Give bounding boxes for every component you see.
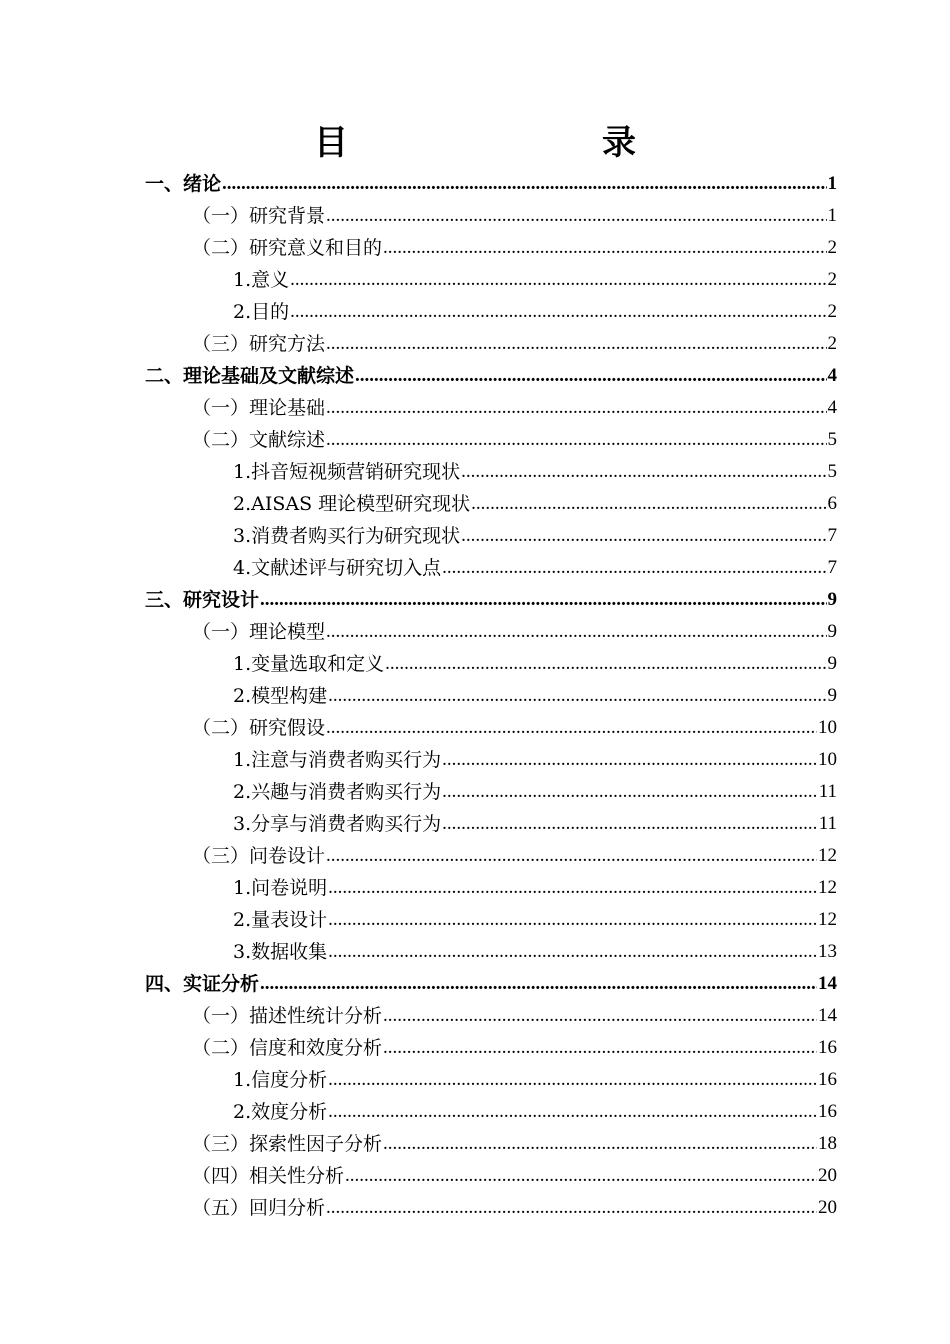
toc-entry-title: （一）理论基础	[192, 397, 326, 419]
toc-entry-page-number: 16	[818, 1037, 837, 1058]
toc-entry-page-number: 9	[827, 589, 837, 610]
toc-entry[interactable]	[145, 166, 837, 198]
dot-leader	[328, 940, 817, 964]
toc-entry-title: 二、理论基础及文献综述	[145, 365, 355, 387]
toc-entry-title: （一）研究背景	[192, 205, 326, 227]
toc-entry[interactable]	[145, 1030, 837, 1062]
toc-entry[interactable]	[145, 1190, 837, 1222]
toc-entry-page-number: 6	[827, 493, 837, 514]
dot-leader	[260, 588, 826, 612]
dot-leader	[328, 684, 826, 708]
toc-entry-title: 4.文献述评与研究切入点	[233, 557, 442, 579]
toc-entry-title: 2.量表设计	[233, 909, 328, 931]
dot-leader	[290, 300, 826, 324]
dot-leader	[326, 396, 826, 420]
page-title: 目 录	[314, 123, 698, 163]
toc-entry-title: （三）探索性因子分析	[192, 1133, 383, 1155]
toc-entry-title: （二）信度和效度分析	[192, 1037, 383, 1059]
toc-entry[interactable]	[145, 838, 837, 870]
toc-entry-page-number: 10	[818, 749, 837, 770]
toc-entry[interactable]	[145, 966, 837, 998]
toc-entry[interactable]	[145, 1126, 837, 1158]
toc-entry-page-number: 5	[827, 429, 837, 450]
toc-entry-title: （三）问卷设计	[192, 845, 326, 867]
toc-entry-page-number: 9	[827, 621, 837, 642]
dot-leader	[442, 556, 826, 580]
dot-leader	[383, 1132, 817, 1156]
dot-leader	[383, 1036, 817, 1060]
toc-entry[interactable]	[145, 902, 837, 934]
dot-leader	[461, 460, 826, 484]
toc-entry[interactable]	[145, 390, 837, 422]
toc-entry-page-number: 2	[827, 333, 837, 354]
toc-entry-page-number: 14	[818, 1005, 837, 1026]
toc-entry-title: 1.抖音短视频营销研究现状	[233, 461, 461, 483]
toc-entry-page-number: 12	[818, 909, 837, 930]
toc-entry[interactable]	[145, 1158, 837, 1190]
toc-entry-page-number: 1	[827, 205, 837, 226]
toc-entry-page-number: 14	[818, 973, 837, 994]
dot-leader	[326, 844, 817, 868]
toc-entry-title: 3.数据收集	[233, 941, 328, 963]
dot-leader	[326, 716, 817, 740]
toc-entry-title: 1.变量选取和定义	[233, 653, 385, 675]
toc-entry-title: 2.目的	[233, 301, 290, 323]
dot-leader	[442, 812, 818, 836]
dot-leader	[461, 524, 826, 548]
dot-leader	[355, 364, 826, 388]
toc-entry-page-number: 7	[827, 557, 837, 578]
toc-entry-page-number: 10	[818, 717, 837, 738]
toc-entry-page-number: 11	[818, 781, 837, 802]
toc-entry[interactable]	[145, 294, 837, 326]
toc-entry[interactable]	[145, 550, 837, 582]
toc-entry[interactable]	[145, 518, 837, 550]
toc-entry-page-number: 18	[818, 1133, 837, 1154]
toc-entry-title: 3.消费者购买行为研究现状	[233, 525, 461, 547]
toc-entry-title: （三）研究方法	[192, 333, 326, 355]
toc-entry-title: （五）回归分析	[192, 1197, 326, 1219]
toc-entry-page-number: 2	[827, 269, 837, 290]
toc-entry[interactable]	[145, 870, 837, 902]
dot-leader	[442, 748, 817, 772]
toc-entry[interactable]	[145, 358, 837, 390]
toc-entry-title: （二）文献综述	[192, 429, 326, 451]
dot-leader	[328, 1068, 817, 1092]
dot-leader	[260, 972, 817, 996]
toc-entry[interactable]	[145, 742, 837, 774]
toc-entry-page-number: 13	[818, 941, 837, 962]
toc-entry-title: 3.分享与消费者购买行为	[233, 813, 442, 835]
toc-entry[interactable]	[145, 934, 837, 966]
toc-entry-page-number: 20	[818, 1197, 837, 1218]
toc-entry-page-number: 16	[818, 1101, 837, 1122]
dot-leader	[326, 332, 826, 356]
toc-entry-page-number: 5	[827, 461, 837, 482]
toc-entry-page-number: 7	[827, 525, 837, 546]
toc-entry[interactable]	[145, 230, 837, 262]
toc-entry-title: （一）理论模型	[192, 621, 326, 643]
toc-entry-title: 2.AISAS 理论模型研究现状	[233, 493, 471, 515]
dot-leader	[326, 204, 826, 228]
toc-entry-page-number: 1	[827, 173, 837, 194]
toc-entry[interactable]	[145, 1062, 837, 1094]
toc-entry-title: 2.兴趣与消费者购买行为	[233, 781, 442, 803]
dot-leader	[328, 1100, 817, 1124]
toc-entry-page-number: 4	[827, 365, 837, 386]
dot-leader	[326, 1196, 817, 1220]
dot-leader	[442, 780, 818, 804]
toc-entry-title: 1.信度分析	[233, 1069, 328, 1091]
toc-entry[interactable]	[145, 486, 837, 518]
toc-entry[interactable]	[145, 326, 837, 358]
toc-entry-title: 三、研究设计	[145, 589, 260, 611]
toc-entry-title: 四、实证分析	[145, 973, 260, 995]
dot-leader	[326, 620, 826, 644]
toc-entry[interactable]	[145, 582, 837, 614]
toc-entry-page-number: 12	[818, 877, 837, 898]
dot-leader	[328, 876, 817, 900]
toc-entry-title: 1.意义	[233, 269, 290, 291]
toc-entry[interactable]	[145, 774, 837, 806]
toc-entry[interactable]	[145, 422, 837, 454]
dot-leader	[222, 172, 826, 196]
toc-entry[interactable]	[145, 998, 837, 1030]
table-of-contents	[145, 166, 837, 1222]
toc-entry-title: （二）研究意义和目的	[192, 237, 383, 259]
toc-entry-page-number: 11	[818, 813, 837, 834]
toc-entry-title: 1.注意与消费者购买行为	[233, 749, 442, 771]
toc-entry-page-number: 12	[818, 845, 837, 866]
toc-entry[interactable]	[145, 678, 837, 710]
toc-entry-title: 2.模型构建	[233, 685, 328, 707]
toc-entry-page-number: 4	[827, 397, 837, 418]
toc-entry-title: （一）描述性统计分析	[192, 1005, 383, 1027]
toc-entry[interactable]	[145, 614, 837, 646]
toc-entry-title: 一、绪论	[145, 173, 222, 195]
dot-leader	[326, 428, 826, 452]
toc-entry-page-number: 9	[827, 685, 837, 706]
toc-entry-title: （四）相关性分析	[192, 1165, 345, 1187]
dot-leader	[471, 492, 826, 516]
toc-entry-title: 1.问卷说明	[233, 877, 328, 899]
toc-entry[interactable]	[145, 646, 837, 678]
dot-leader	[328, 908, 817, 932]
dot-leader	[345, 1164, 817, 1188]
dot-leader	[383, 1004, 817, 1028]
dot-leader	[385, 652, 826, 676]
toc-entry-page-number: 2	[827, 301, 837, 322]
toc-entry[interactable]	[145, 262, 837, 294]
toc-entry[interactable]	[145, 198, 837, 230]
toc-entry-page-number: 20	[818, 1165, 837, 1186]
toc-entry-page-number: 9	[827, 653, 837, 674]
toc-entry[interactable]	[145, 454, 837, 486]
toc-entry-title: 2.效度分析	[233, 1101, 328, 1123]
toc-entry-page-number: 16	[818, 1069, 837, 1090]
toc-entry-page-number: 2	[827, 237, 837, 258]
toc-entry[interactable]	[145, 1094, 837, 1126]
toc-entry-title: （二）研究假设	[192, 717, 326, 739]
toc-entry[interactable]	[145, 710, 837, 742]
dot-leader	[383, 236, 826, 260]
toc-entry[interactable]	[145, 806, 837, 838]
dot-leader	[290, 268, 826, 292]
